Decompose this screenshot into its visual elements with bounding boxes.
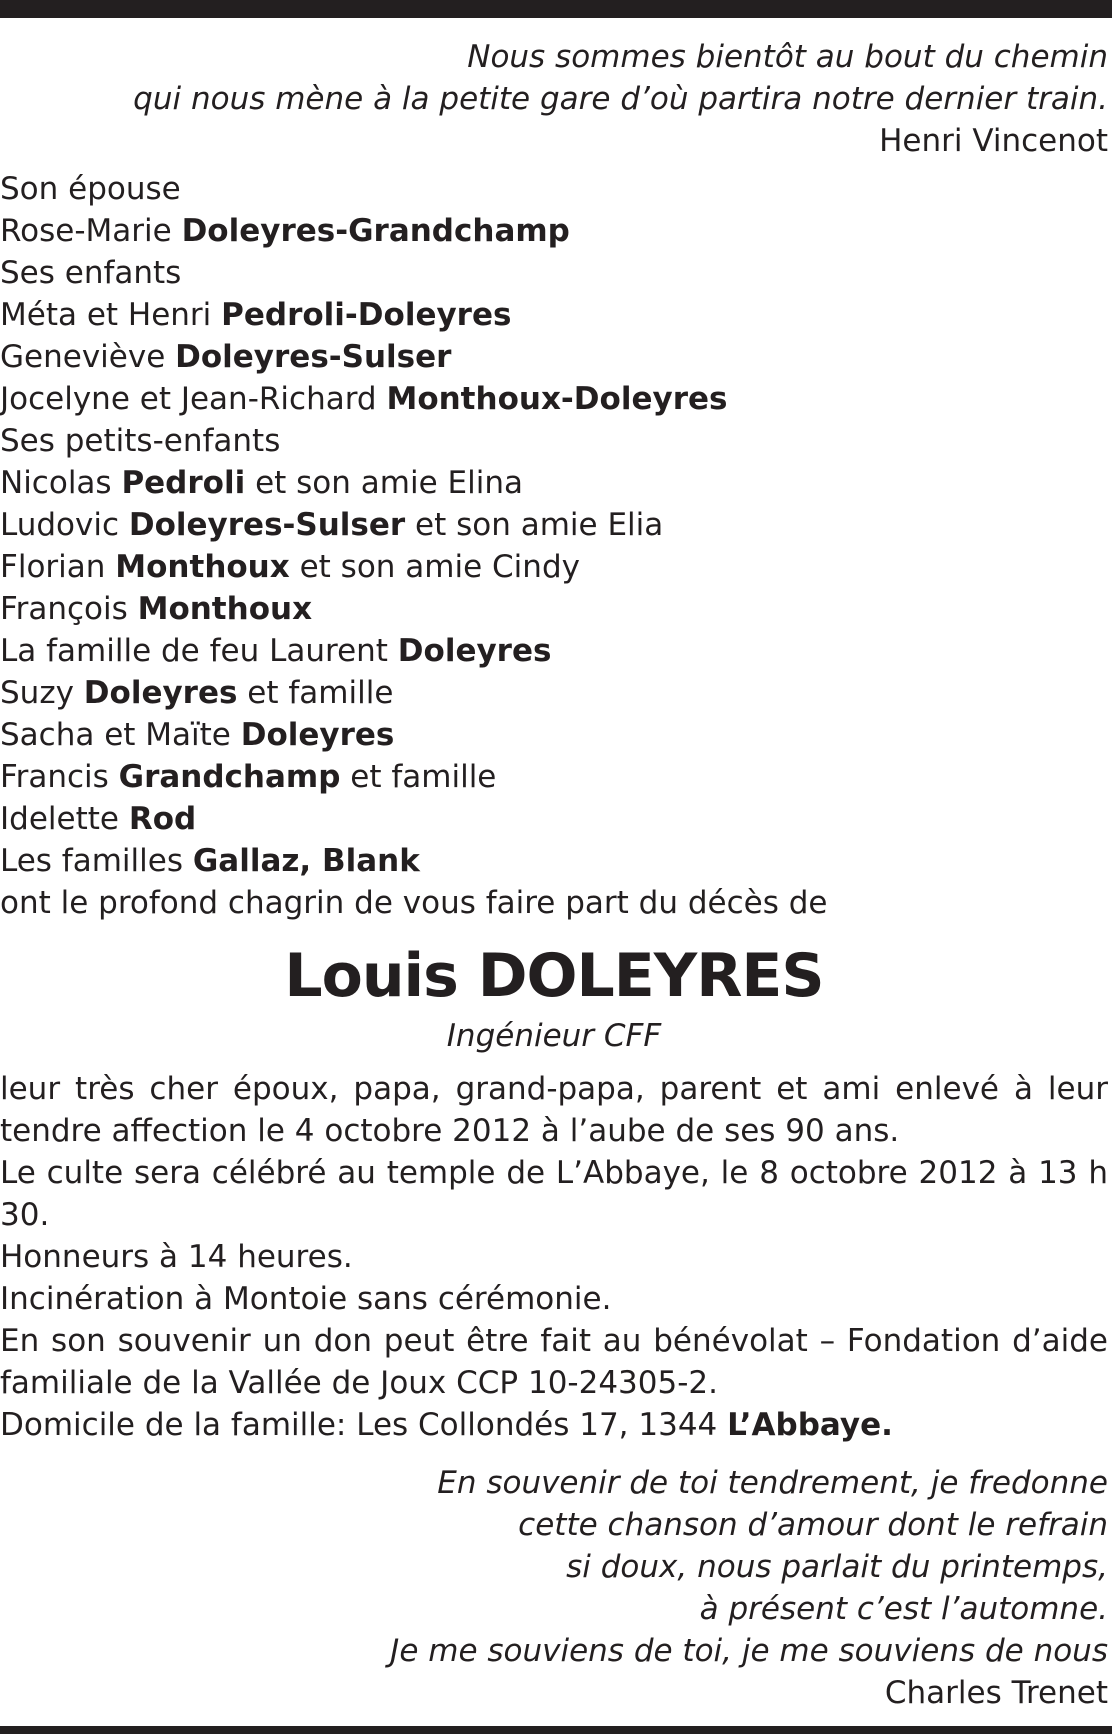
family-given: François bbox=[0, 591, 138, 627]
family-row bbox=[0, 336, 1108, 378]
family-surname: Doleyres bbox=[83, 675, 238, 711]
family-surname: Gallaz, Blank bbox=[192, 843, 420, 879]
family-given: Suzy bbox=[0, 675, 84, 711]
family-surname: Monthoux-Doleyres bbox=[386, 381, 728, 417]
announcement-body bbox=[0, 1068, 1108, 1446]
family-row bbox=[0, 462, 1108, 504]
family-surname: Grandchamp bbox=[118, 759, 341, 795]
body-paragraph: leur très cher époux, papa, grand-papa, parent et ami enlevé à leur tendre affection le 4 octobre 2012 à l’aube de ses 90 ans. bbox=[0, 1071, 1108, 1149]
family-note: et famille bbox=[340, 759, 497, 795]
family-given: Son épouse bbox=[0, 171, 181, 207]
closing-line: cette chanson d’amour dont le refrain bbox=[518, 1507, 1108, 1543]
family-given: La famille de feu Laurent bbox=[0, 633, 398, 669]
family-row bbox=[0, 672, 1108, 714]
closing-line: à présent c’est l’automne. bbox=[699, 1591, 1108, 1627]
family-surname: Doleyres-Sulser bbox=[175, 339, 452, 375]
family-surname: Doleyres-Sulser bbox=[128, 507, 406, 543]
family-given: Méta et Henri bbox=[0, 297, 222, 333]
domicile-text: Domicile de la famille: Les Collondés 17, 1344 bbox=[0, 1407, 728, 1443]
epigraph-line: qui nous mène à la petite gare d’où partira notre dernier train. bbox=[133, 81, 1108, 117]
family-row bbox=[0, 798, 1108, 840]
family-given: Les familles bbox=[0, 843, 193, 879]
closing-line: si doux, nous parlait du printemps, bbox=[566, 1549, 1108, 1585]
family-given: Idelette bbox=[0, 801, 129, 837]
closing-author: Charles Trenet bbox=[884, 1675, 1108, 1711]
family-row bbox=[0, 840, 1108, 882]
family-row bbox=[0, 756, 1108, 798]
epigraph-quote bbox=[0, 36, 1108, 162]
family-given: Florian bbox=[0, 549, 116, 585]
family-row bbox=[0, 378, 1108, 420]
body-paragraph: Le culte sera célébré au temple de L’Abbaye, le 8 octobre 2012 à 13 h 30. bbox=[0, 1155, 1108, 1233]
family-surname: Monthoux bbox=[137, 591, 313, 627]
family-note: et son amie Elia bbox=[405, 507, 664, 543]
epigraph-line: Nous sommes bientôt au bout du chemin bbox=[467, 39, 1108, 75]
epigraph-author: Henri Vincenot bbox=[879, 123, 1108, 159]
family-surname: Monthoux bbox=[115, 549, 290, 585]
family-surname: Doleyres bbox=[397, 633, 552, 669]
body-paragraph: Incinération à Montoie sans cérémonie. bbox=[0, 1281, 612, 1317]
family-given: ont le profond chagrin de vous faire part du décès de bbox=[0, 885, 828, 921]
family-note: et famille bbox=[237, 675, 394, 711]
family-row bbox=[0, 168, 1108, 210]
deceased-role: Ingénieur CFF bbox=[446, 1018, 662, 1054]
family-surname: Pedroli bbox=[121, 465, 246, 501]
family-given: Jocelyne et Jean-Richard bbox=[0, 381, 387, 417]
family-note: et son amie Cindy bbox=[289, 549, 580, 585]
domicile-town: L’Abbaye. bbox=[727, 1407, 893, 1443]
family-row bbox=[0, 882, 1108, 924]
obituary bbox=[0, 36, 1108, 1714]
family-row bbox=[0, 294, 1108, 336]
family-list bbox=[0, 168, 1108, 924]
deceased-name: Louis DOLEYRES bbox=[284, 941, 824, 1011]
bottom-rule bbox=[0, 1726, 1112, 1734]
family-given: Sacha et Maïte bbox=[0, 717, 241, 753]
family-given: Ludovic bbox=[0, 507, 129, 543]
top-rule bbox=[0, 0, 1112, 18]
domicile-line bbox=[0, 1404, 1108, 1446]
closing-line: En souvenir de toi tendrement, je fredonne bbox=[437, 1465, 1108, 1501]
family-row bbox=[0, 588, 1108, 630]
body-paragraph: En son souvenir un don peut être fait au bénévolat – Fondation d’aide familiale de la Vallée de Joux CCP 10-24305-2. bbox=[0, 1323, 1108, 1401]
family-row bbox=[0, 420, 1108, 462]
family-surname: Doleyres bbox=[240, 717, 395, 753]
family-surname: Rod bbox=[128, 801, 197, 837]
family-row bbox=[0, 546, 1108, 588]
family-row bbox=[0, 252, 1108, 294]
closing-quote bbox=[0, 1462, 1108, 1714]
family-row bbox=[0, 504, 1108, 546]
family-row bbox=[0, 630, 1108, 672]
closing-line: Je me souviens de toi, je me souviens de nous bbox=[390, 1633, 1108, 1669]
family-given: Geneviève bbox=[0, 339, 176, 375]
family-given: Nicolas bbox=[0, 465, 122, 501]
family-note: et son amie Elina bbox=[245, 465, 523, 501]
family-given: Rose-Marie bbox=[0, 213, 182, 249]
family-surname: Pedroli-Doleyres bbox=[221, 297, 512, 333]
family-given: Francis bbox=[0, 759, 119, 795]
family-surname: Doleyres-Grandchamp bbox=[181, 213, 570, 249]
family-given: Ses petits-enfants bbox=[0, 423, 281, 459]
body-paragraph: Honneurs à 14 heures. bbox=[0, 1239, 353, 1275]
family-given: Ses enfants bbox=[0, 255, 182, 291]
family-row bbox=[0, 714, 1108, 756]
family-row bbox=[0, 210, 1108, 252]
